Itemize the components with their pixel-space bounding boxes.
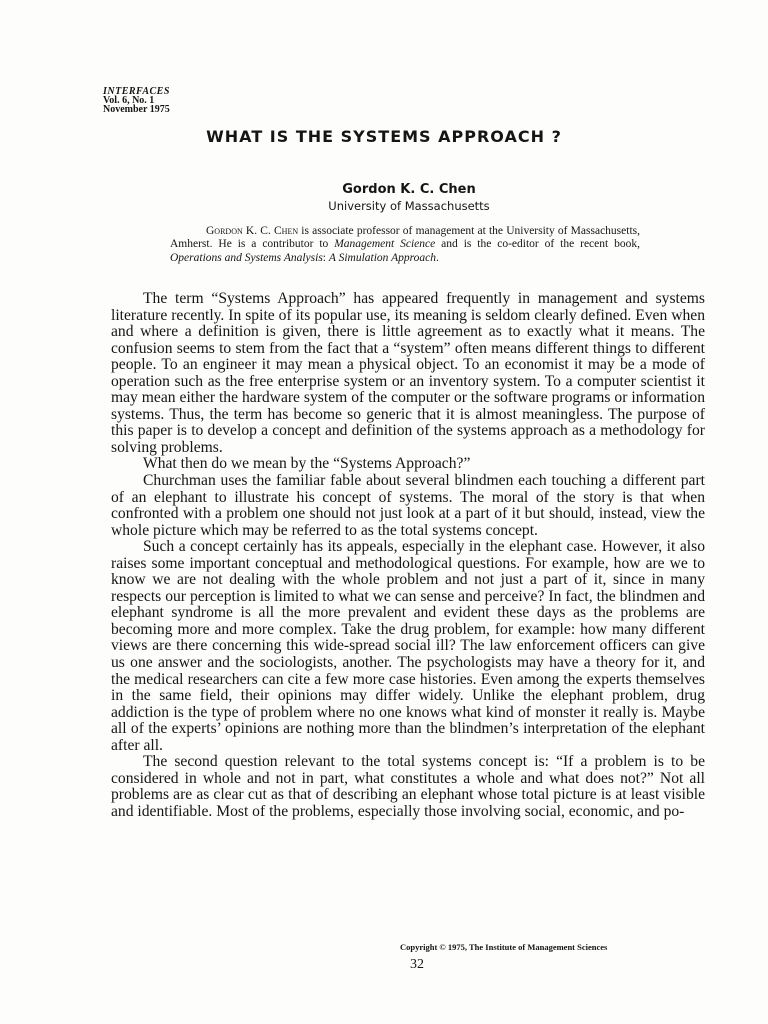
- bio-book-title: Operations and Systems Analysis: [170, 251, 323, 264]
- bio-journal: Management Science: [334, 238, 436, 251]
- bio-text: and is the co-editor of the recent book,: [435, 238, 640, 251]
- bio-author-name: Gordon K. C. Chen: [206, 225, 299, 237]
- bio-text: is associate professor of management at the University of Massachusetts, Amherst. He is a contributor to: [170, 225, 640, 251]
- body-paragraph: Such a concept certainly has its appeals, especially in the elephant case. However, it also raises some important conceptual and methodological questions. For example, how are we to know we are not dealing with the whole problem and not just a part of it, since in many respects our perception is limited to what we can sense and perceive? In fact, the blindmen and elephant syndrome is all the more prevalent and evident these days as the problems are becoming more and more complex. Take the drug problem, for example: how many different views are there concerning this wide-spread social ill? The law enforcement officers can give us one answer and the sociologists, another. The psychologists may have a theory for it, and the medical researchers can cite a few more case histories. Even among the experts themselves in the same field, their opinions may differ widely. Unlike the elephant problem, drug addiction is the type of problem where no one knows what kind of monster it really is. Maybe all of the experts’ opinions are nothing more than the blindmen’s interpretation of the elephant after all.: [111, 538, 705, 754]
- bio-book-subtitle: A Simulation Approach: [328, 251, 436, 264]
- body-paragraph: The term “Systems Approach” has appeared frequently in management and systems literature recently. In spite of its popular use, its meaning is seldom clearly defined. Even when and where a definition is given, there is little agreement as to exactly what it means. The confusion seems to stem from the fact that a “system” often means different things to different people. To an engineer it may mean a physical object. To an economist it may be a mode of operation such as the free enterprise system or an inventory system. To a computer scientist it may mean either the hardware system of the computer or the software programs or information systems. Thus, the term has become so generic that it is almost meaningless. The purpose of this paper is to develop a concept and definition of the systems approach as a methodology for solving problems.: [111, 290, 705, 456]
- bio-text: .: [436, 251, 439, 264]
- journal-volume: Vol. 6, No. 1: [103, 95, 155, 106]
- author-affiliation: University of Massachusetts: [328, 199, 490, 213]
- author-bio: [170, 225, 640, 265]
- article-body: [111, 291, 705, 821]
- journal-date: November 1975: [103, 104, 170, 115]
- journal-header: [103, 87, 170, 114]
- journal-name: INTERFACES: [103, 86, 170, 97]
- author-name: Gordon K. C. Chen: [342, 182, 476, 197]
- body-paragraph: Churchman uses the familiar fable about several blindmen each touching a different part of an elephant to illustrate his concept of systems. The moral of the story is that when confronted with a problem one should not just look at a part of it but should, instead, view the whole picture which may be referred to as the total systems concept.: [111, 472, 705, 539]
- article-title: WHAT IS THE SYSTEMS APPROACH ?: [206, 127, 562, 146]
- body-paragraph: What then do we mean by the “Systems Approach?”: [143, 455, 471, 473]
- copyright-notice: Copyright © 1975, The Institute of Management Sciences: [400, 942, 608, 952]
- bio-text: :: [322, 251, 329, 264]
- page-number: 32: [410, 957, 424, 972]
- body-paragraph: The second question relevant to the total systems concept is: “If a problem is to be considered in whole and not in part, what constitutes a whole and what does not?” Not all problems are as clear cut as that of describing an elephant whose total picture is at least visible and identifiable. Most of the problems, especially those involving social, economic, and po-: [111, 753, 705, 820]
